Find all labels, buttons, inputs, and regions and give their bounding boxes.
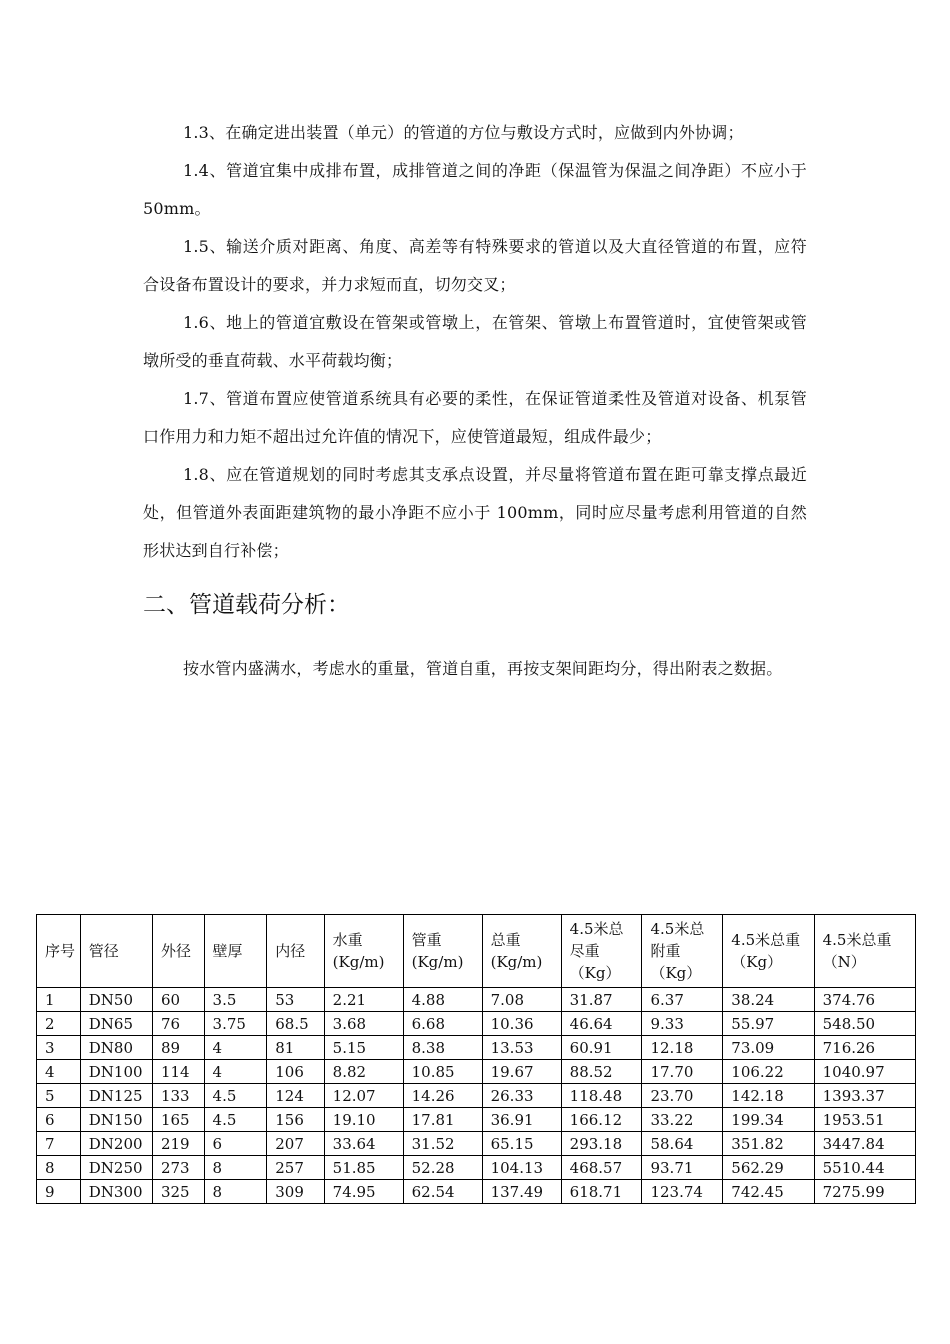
load-table: [36, 914, 916, 1204]
table-cell: 53: [267, 988, 324, 1012]
table-cell: DN125: [80, 1084, 152, 1108]
table-cell: 17.70: [642, 1060, 723, 1084]
table-cell: 65.15: [482, 1132, 561, 1156]
table-cell: 742.45: [723, 1180, 814, 1204]
table-row: [37, 1060, 916, 1084]
paragraph-1-6: 1.6、地上的管道宜敷设在管架或管墩上，在管架、管墩上布置管道时，宜使管架或管墩所受的垂直荷载、水平荷载均衡；: [143, 313, 807, 370]
col-header-4-5m-total-kg: 4.5米总重（Kg）: [723, 915, 814, 988]
table-cell: 562.29: [723, 1156, 814, 1180]
col-header-index: 序号: [37, 915, 81, 988]
table-row: [37, 1012, 916, 1036]
col-header-4-5m-net-weight: 4.5米总尽重（Kg）: [561, 915, 642, 988]
table-cell: 52.28: [403, 1156, 482, 1180]
table-cell: 17.81: [403, 1108, 482, 1132]
table-cell: 74.95: [324, 1180, 403, 1204]
table-row: [37, 1036, 916, 1060]
table-cell: 123.74: [642, 1180, 723, 1204]
table-header-row: [37, 915, 916, 988]
table-cell: 33.22: [642, 1108, 723, 1132]
table-cell: 13.53: [482, 1036, 561, 1060]
table-cell: 8.82: [324, 1060, 403, 1084]
table-cell: 93.71: [642, 1156, 723, 1180]
table-row: [37, 1132, 916, 1156]
table-cell: 31.87: [561, 988, 642, 1012]
table-cell: 325: [152, 1180, 204, 1204]
table-cell: DN65: [80, 1012, 152, 1036]
table-cell: 1953.51: [814, 1108, 915, 1132]
table-cell: 4.5: [204, 1108, 267, 1132]
table-cell: 60: [152, 988, 204, 1012]
table-cell: 3.5: [204, 988, 267, 1012]
table-cell: 6.37: [642, 988, 723, 1012]
table-cell: 3447.84: [814, 1132, 915, 1156]
section-heading: 二、管道载荷分析：: [143, 592, 350, 618]
table-cell: 14.26: [403, 1084, 482, 1108]
table-cell: 38.24: [723, 988, 814, 1012]
table-cell: 7: [37, 1132, 81, 1156]
col-header-4-5m-extra-weight: 4.5米总附重（Kg）: [642, 915, 723, 988]
paragraph-1-5: 1.5、输送介质对距离、角度、高差等有特殊要求的管道以及大直径管道的布置，应符合设备布置设计的要求，并力求短而直，切勿交叉；: [143, 237, 807, 294]
col-header-water-weight: 水重(Kg/m): [324, 915, 403, 988]
table-cell: 5.15: [324, 1036, 403, 1060]
table-cell: 73.09: [723, 1036, 814, 1060]
table-body: [37, 988, 916, 1204]
table-cell: DN200: [80, 1132, 152, 1156]
table-cell: 3: [37, 1036, 81, 1060]
table-cell: 118.48: [561, 1084, 642, 1108]
paragraph-1-4: 1.4、管道宜集中成排布置，成排管道之间的净距（保温管为保温之间净距）不应小于 50mm。: [143, 161, 807, 218]
table-cell: 548.50: [814, 1012, 915, 1036]
table-cell: 137.49: [482, 1180, 561, 1204]
table-cell: 10.85: [403, 1060, 482, 1084]
col-header-pipe-weight: 管重(Kg/m): [403, 915, 482, 988]
table-cell: 5: [37, 1084, 81, 1108]
table-cell: 106.22: [723, 1060, 814, 1084]
paragraph-1-3: 1.3、在确定进出装置（单元）的管道的方位与敷设方式时，应做到内外协调；: [183, 123, 744, 142]
table-cell: 374.76: [814, 988, 915, 1012]
table-cell: 81: [267, 1036, 324, 1060]
table-cell: 4: [204, 1036, 267, 1060]
table-cell: 55.97: [723, 1012, 814, 1036]
table-cell: 9: [37, 1180, 81, 1204]
table-cell: 114: [152, 1060, 204, 1084]
table-cell: 257: [267, 1156, 324, 1180]
table-cell: 62.54: [403, 1180, 482, 1204]
table-cell: 156: [267, 1108, 324, 1132]
document-body: [143, 114, 807, 688]
table-cell: 4: [37, 1060, 81, 1084]
table-row: [37, 1156, 916, 1180]
col-header-total-weight: 总重(Kg/m): [482, 915, 561, 988]
table-cell: DN250: [80, 1156, 152, 1180]
col-header-4-5m-total-n: 4.5米总重（N）: [814, 915, 915, 988]
table-cell: 716.26: [814, 1036, 915, 1060]
table-cell: 51.85: [324, 1156, 403, 1180]
table-cell: 33.64: [324, 1132, 403, 1156]
col-header-outer-diameter: 外径: [152, 915, 204, 988]
table-cell: 19.67: [482, 1060, 561, 1084]
table-cell: 89: [152, 1036, 204, 1060]
table-cell: 106: [267, 1060, 324, 1084]
table-row: [37, 1180, 916, 1204]
table-cell: 8: [37, 1156, 81, 1180]
table-cell: 309: [267, 1180, 324, 1204]
table-cell: 1393.37: [814, 1084, 915, 1108]
table-row: [37, 988, 916, 1012]
table-cell: 68.5: [267, 1012, 324, 1036]
table-cell: 133: [152, 1084, 204, 1108]
table-cell: 9.33: [642, 1012, 723, 1036]
table-cell: 1040.97: [814, 1060, 915, 1084]
table-cell: 207: [267, 1132, 324, 1156]
table-row: [37, 1084, 916, 1108]
table-cell: DN150: [80, 1108, 152, 1132]
table-cell: 6: [204, 1132, 267, 1156]
table-cell: 76: [152, 1012, 204, 1036]
table-cell: 6: [37, 1108, 81, 1132]
table-cell: 3.75: [204, 1012, 267, 1036]
table-cell: DN50: [80, 988, 152, 1012]
table-cell: 4.88: [403, 988, 482, 1012]
table-cell: 12.07: [324, 1084, 403, 1108]
table-cell: 6.68: [403, 1012, 482, 1036]
table-cell: 351.82: [723, 1132, 814, 1156]
table-cell: DN300: [80, 1180, 152, 1204]
table-cell: 58.64: [642, 1132, 723, 1156]
table-cell: 618.71: [561, 1180, 642, 1204]
table-cell: 199.34: [723, 1108, 814, 1132]
table-cell: 1: [37, 988, 81, 1012]
table-cell: 26.33: [482, 1084, 561, 1108]
paragraph-1-8: 1.8、应在管道规划的同时考虑其支承点设置，并尽量将管道布置在距可靠支撑点最近处，但管道外表面距建筑物的最小净距不应小于 100mm，同时应尽量考虑利用管道的自然形状达到自行补偿；: [143, 465, 807, 560]
col-header-diameter: 管径: [80, 915, 152, 988]
table-cell: 165: [152, 1108, 204, 1132]
intro-paragraph: 按水管内盛满水，考虑水的重量，管道自重，再按支架间距均分，得出附表之数据。: [183, 659, 783, 678]
table-cell: 46.64: [561, 1012, 642, 1036]
paragraph-1-7: 1.7、管道布置应使管道系统具有必要的柔性，在保证管道柔性及管道对设备、机泵管口作用力和力矩不超出过允许值的情况下，应使管道最短，组成件最少；: [143, 389, 807, 446]
table-cell: 104.13: [482, 1156, 561, 1180]
table-cell: 7.08: [482, 988, 561, 1012]
table-cell: 3.68: [324, 1012, 403, 1036]
table-cell: 4: [204, 1060, 267, 1084]
table-cell: 8: [204, 1180, 267, 1204]
table-row: [37, 1108, 916, 1132]
table-cell: 10.36: [482, 1012, 561, 1036]
table-cell: 60.91: [561, 1036, 642, 1060]
table-cell: 2: [37, 1012, 81, 1036]
table-cell: 166.12: [561, 1108, 642, 1132]
table-cell: 468.57: [561, 1156, 642, 1180]
table-cell: 8.38: [403, 1036, 482, 1060]
table-cell: 2.21: [324, 988, 403, 1012]
col-header-wall-thickness: 壁厚: [204, 915, 267, 988]
table-cell: 36.91: [482, 1108, 561, 1132]
table-cell: 219: [152, 1132, 204, 1156]
table-cell: 23.70: [642, 1084, 723, 1108]
table-cell: 142.18: [723, 1084, 814, 1108]
table-cell: 5510.44: [814, 1156, 915, 1180]
table-cell: 19.10: [324, 1108, 403, 1132]
table-cell: 124: [267, 1084, 324, 1108]
table-cell: DN100: [80, 1060, 152, 1084]
table-cell: 88.52: [561, 1060, 642, 1084]
table-cell: 273: [152, 1156, 204, 1180]
table-cell: DN80: [80, 1036, 152, 1060]
col-header-inner-diameter: 内径: [267, 915, 324, 988]
table-cell: 4.5: [204, 1084, 267, 1108]
table-cell: 12.18: [642, 1036, 723, 1060]
table-cell: 7275.99: [814, 1180, 915, 1204]
table-cell: 293.18: [561, 1132, 642, 1156]
table-cell: 31.52: [403, 1132, 482, 1156]
table-cell: 8: [204, 1156, 267, 1180]
